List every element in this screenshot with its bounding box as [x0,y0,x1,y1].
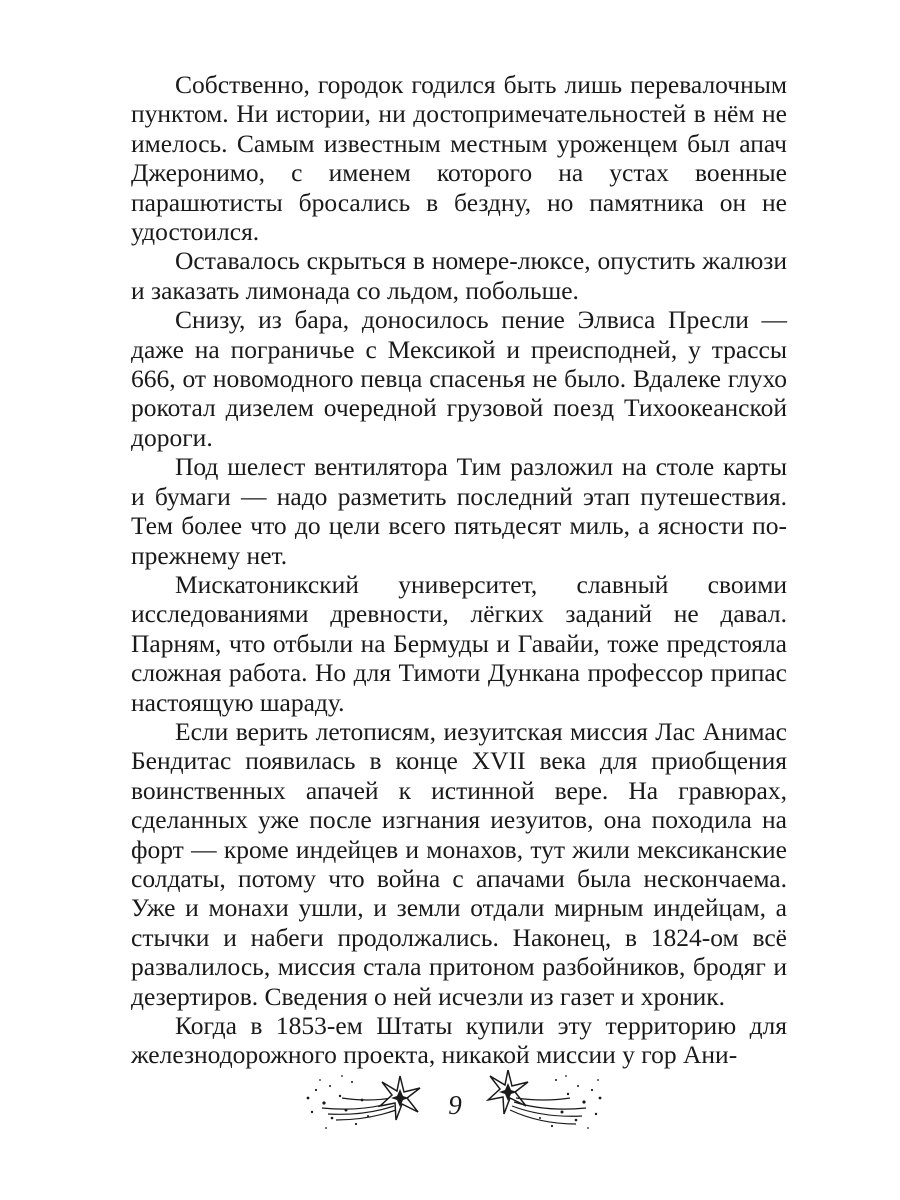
paragraph: Оставалось скрыться в номере-люксе, опустить жалюзи и заказать лимонада со льдом, побольше. [131,246,787,305]
body-text [131,70,787,1070]
paragraph: Под шелест вентилятора Тим разложил на столе карты и бумаги — надо разметить последний этап путешествия. Тем более что до цели всего пятьдесят миль, а ясности по-прежнему нет. [131,452,787,570]
shooting-star-right-icon [486,1068,606,1140]
page-number: 9 [448,1090,462,1120]
paragraph: Если верить летописям, иезуитская миссия Лас Анимас Бендитас появилась в конце XVII века для приобщения воинственных апачей к истинной вере. На гравюрах, сделанных уже после изгнания иезуитов, она походила на форт — кроме индейцев и монахов, тут жили мексиканские солдаты, потому что война с апачами была нескончаема. Уже и монахи ушли, и земли отдали мирным индейцам, а стычки и набеги продолжались. Наконец, в 1824-ом всё развалилось, миссия стала притоном разбойников, бродяг и дезертиров. Сведения о ней исчезли из газет и хроник. [131,716,787,1011]
paragraph: Когда в 1853-ем Штаты купили эту территорию для железнодорожного проекта, никакой миссии у гор Ани- [131,1011,787,1070]
page-footer [0,1068,900,1148]
paragraph: Мискатоникский университет, славный своими исследованиями древности, лёгких заданий не давал. Парням, что отбыли на Бермуды и Гавайи, тоже предстояла сложная работа. Но для Тимоти Дункана профессор припас настоящую шараду. [131,569,787,717]
shooting-star-left-icon [302,1068,422,1140]
paragraph: Снизу, из бара, доносилось пение Элвиса Пресли — даже на пограничье с Мексикой и преисподней, у трассы 666, от новомодного певца спасенья не было. Вдалеке глухо рокотал дизелем очередной грузовой поезд Тихоокеанской дороги. [131,305,787,452]
paragraph: Собственно, городок годился быть лишь перевалочным пунктом. Ни истории, ни достопримечательностей в нём не имелось. Самым известным местным уроженцем был апач Джеронимо, с именем которого на устах военные парашютисты бросались в бездну, но памятника он не удостоился. [131,70,787,247]
